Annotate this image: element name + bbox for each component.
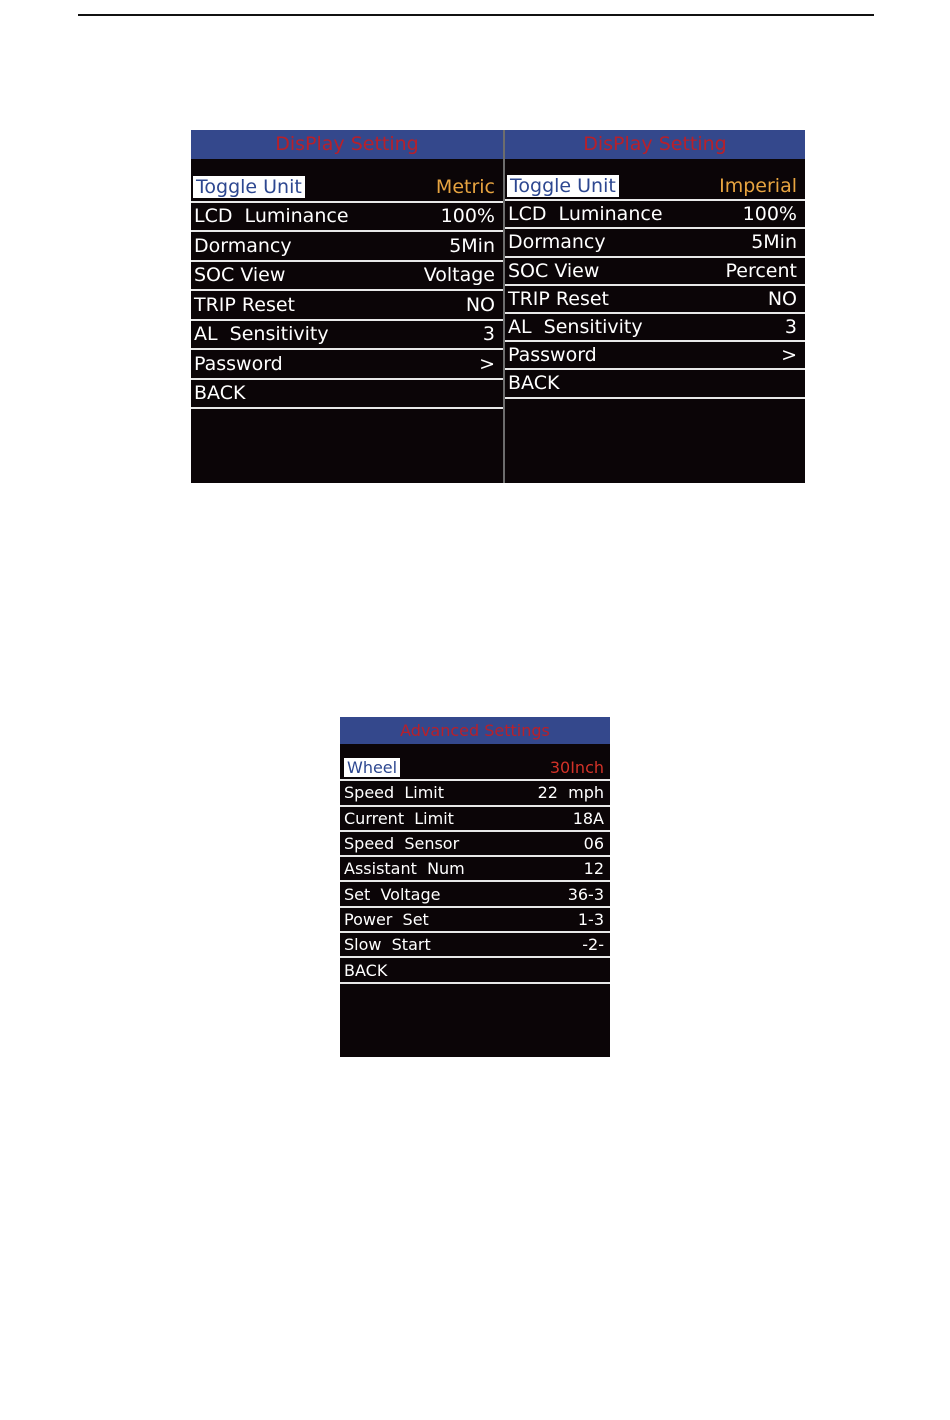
menu-item-label: Speed Sensor bbox=[344, 834, 460, 854]
menu-item-lcd-luminance[interactable] bbox=[191, 203, 503, 233]
settings-menu bbox=[191, 173, 503, 409]
menu-item-label: Dormancy bbox=[194, 234, 292, 257]
menu-item-soc-view[interactable] bbox=[191, 262, 503, 292]
menu-item-speed-sensor[interactable] bbox=[340, 832, 610, 857]
menu-item-set-voltage[interactable] bbox=[340, 882, 610, 907]
menu-item-back[interactable] bbox=[191, 380, 503, 410]
menu-item-value: 30Inch bbox=[549, 758, 604, 778]
screen-title: Advanced Settings bbox=[340, 717, 610, 744]
menu-item-lcd-luminance[interactable] bbox=[505, 201, 805, 229]
menu-item-value: Metric bbox=[435, 175, 495, 198]
menu-item-value: Imperial bbox=[719, 175, 797, 198]
menu-item-value: 22 mph bbox=[537, 783, 604, 803]
menu-item-value: 36-3 bbox=[567, 884, 604, 904]
menu-item-label: AL Sensitivity bbox=[508, 316, 643, 339]
menu-item-label: Wheel bbox=[344, 758, 400, 777]
menu-item-value: 18A bbox=[572, 808, 604, 828]
menu-item-al-sensitivity[interactable] bbox=[191, 321, 503, 351]
menu-item-speed-limit[interactable] bbox=[340, 781, 610, 806]
menu-item-toggle-unit[interactable] bbox=[191, 173, 503, 203]
settings-menu bbox=[505, 173, 805, 399]
menu-item-label: Toggle Unit bbox=[193, 176, 305, 198]
menu-item-value: 06 bbox=[583, 834, 604, 854]
menu-item-label: BACK bbox=[344, 960, 388, 980]
chevron-right-icon: > bbox=[479, 352, 495, 375]
screen-title: DisPlay Setting bbox=[505, 130, 805, 159]
menu-item-label: Current Limit bbox=[344, 808, 454, 828]
menu-item-current-limit[interactable] bbox=[340, 807, 610, 832]
menu-item-trip-reset[interactable] bbox=[191, 291, 503, 321]
menu-item-value: 5Min bbox=[449, 234, 495, 257]
menu-item-password[interactable] bbox=[505, 342, 805, 370]
menu-item-value: NO bbox=[767, 287, 797, 310]
menu-item-label: Speed Limit bbox=[344, 783, 444, 803]
settings-menu bbox=[340, 756, 610, 984]
menu-item-label: BACK bbox=[194, 382, 246, 405]
menu-item-label: SOC View bbox=[508, 259, 600, 282]
menu-item-label: Slow Start bbox=[344, 935, 431, 955]
menu-item-label: SOC View bbox=[194, 264, 286, 287]
menu-item-trip-reset[interactable] bbox=[505, 286, 805, 314]
menu-item-password[interactable] bbox=[191, 350, 503, 380]
menu-item-value: -2- bbox=[582, 935, 604, 955]
menu-item-label: Dormancy bbox=[508, 231, 606, 254]
menu-item-value: 100% bbox=[440, 205, 495, 228]
menu-item-back[interactable] bbox=[505, 370, 805, 398]
menu-item-value: 3 bbox=[482, 323, 495, 346]
menu-item-label: TRIP Reset bbox=[194, 293, 295, 316]
menu-item-label: TRIP Reset bbox=[508, 287, 609, 310]
menu-item-al-sensitivity[interactable] bbox=[505, 314, 805, 342]
menu-item-label: LCD Luminance bbox=[194, 205, 349, 228]
menu-item-value: NO bbox=[465, 293, 495, 316]
menu-item-soc-view[interactable] bbox=[505, 258, 805, 286]
menu-item-dormancy[interactable] bbox=[191, 232, 503, 262]
screen-title: DisPlay Setting bbox=[191, 130, 503, 159]
chevron-right-icon: > bbox=[781, 344, 797, 367]
menu-item-label: Power Set bbox=[344, 909, 429, 929]
menu-item-label: Set Voltage bbox=[344, 884, 441, 904]
menu-item-value: Percent bbox=[725, 259, 797, 282]
menu-item-label: BACK bbox=[508, 372, 560, 395]
menu-item-value: 1-3 bbox=[577, 909, 604, 929]
menu-item-value: 12 bbox=[583, 859, 604, 879]
menu-item-value: 100% bbox=[742, 203, 797, 226]
menu-item-toggle-unit[interactable] bbox=[505, 173, 805, 201]
menu-item-label: Password bbox=[194, 352, 283, 375]
menu-item-label: Password bbox=[508, 344, 597, 367]
menu-item-wheel[interactable] bbox=[340, 756, 610, 781]
menu-item-dormancy[interactable] bbox=[505, 229, 805, 257]
menu-item-slow-start[interactable] bbox=[340, 933, 610, 958]
advanced-settings-screen bbox=[340, 717, 610, 1057]
menu-item-label: Assistant Num bbox=[344, 859, 465, 879]
display-setting-screen-imperial bbox=[505, 130, 805, 483]
menu-item-value: 3 bbox=[784, 316, 797, 339]
menu-item-label: Toggle Unit bbox=[507, 175, 619, 197]
menu-item-power-set[interactable] bbox=[340, 908, 610, 933]
menu-item-label: LCD Luminance bbox=[508, 203, 663, 226]
menu-item-value: 5Min bbox=[751, 231, 797, 254]
menu-item-assistant-num[interactable] bbox=[340, 857, 610, 882]
display-setting-screen-metric bbox=[191, 130, 503, 483]
menu-item-back[interactable] bbox=[340, 958, 610, 983]
menu-item-value: Voltage bbox=[423, 264, 495, 287]
page-top-rule bbox=[78, 14, 874, 16]
menu-item-label: AL Sensitivity bbox=[194, 323, 329, 346]
